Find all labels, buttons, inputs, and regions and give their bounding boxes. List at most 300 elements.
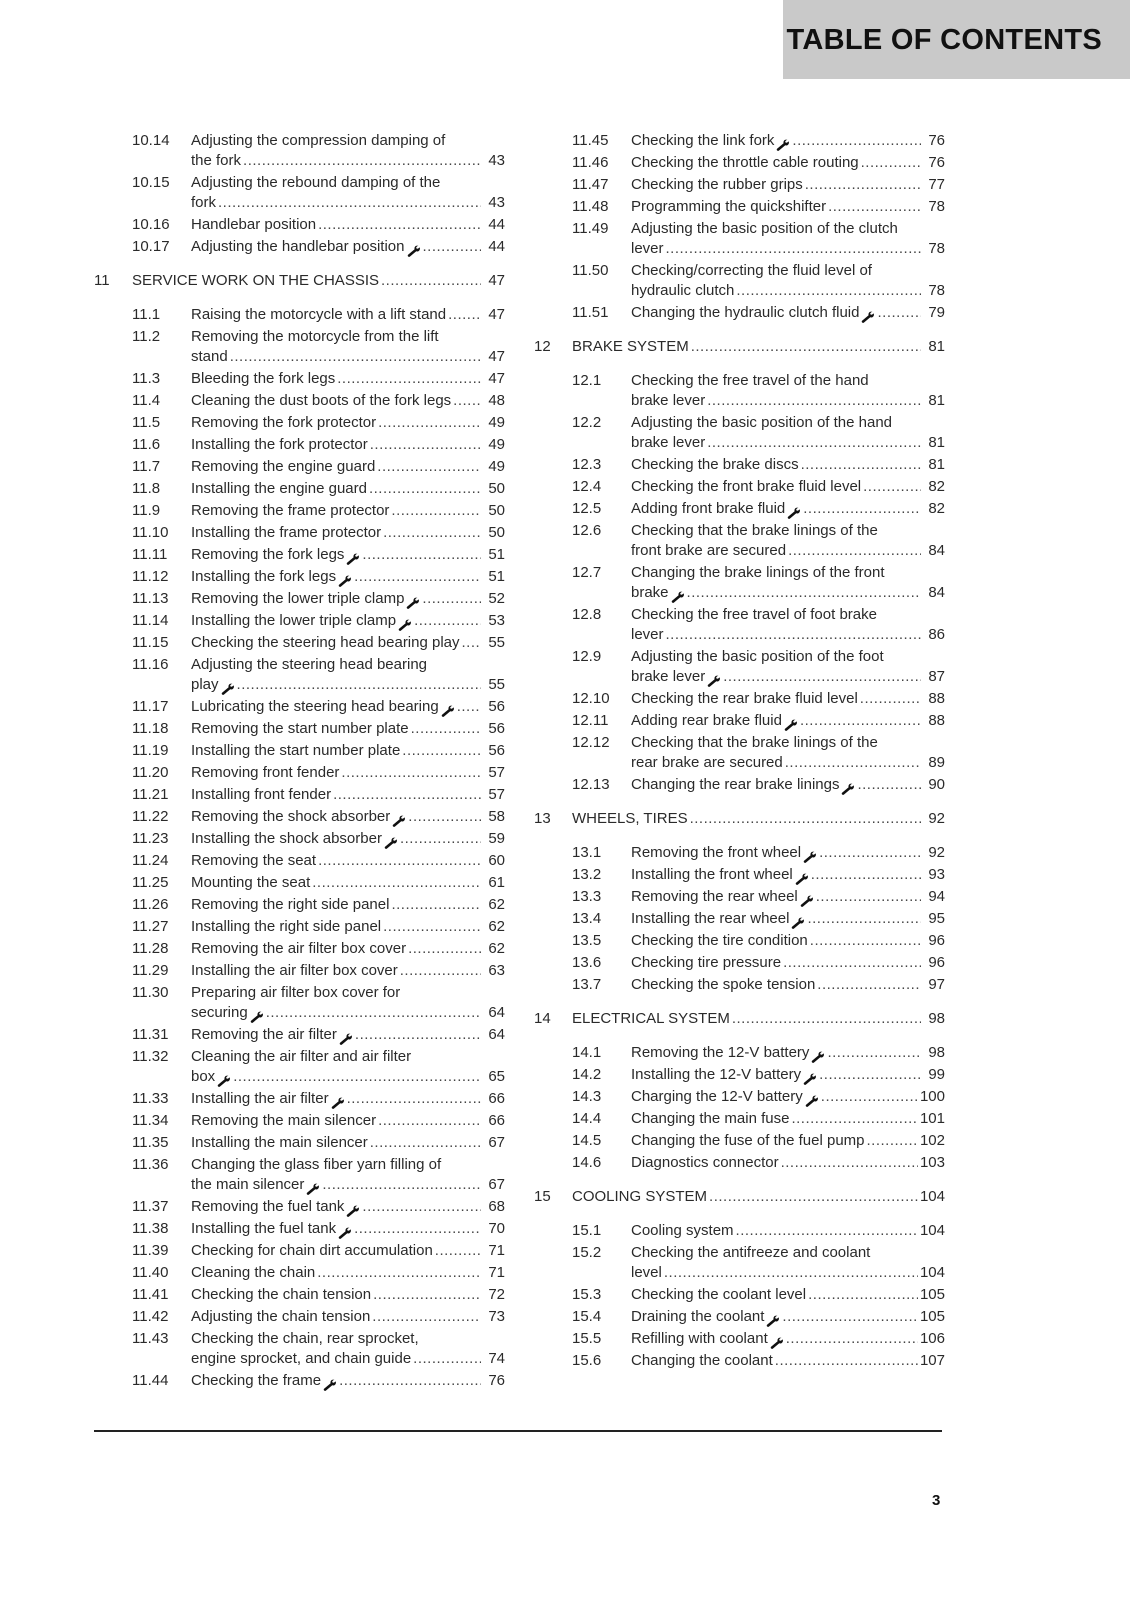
toc-entry-title: Removing the 12-V battery xyxy=(631,1044,810,1061)
toc-entry-title: Checking the front brake fluid level xyxy=(631,478,862,495)
toc-entry-number: 10.15 xyxy=(132,174,170,191)
dot-leader xyxy=(828,197,921,217)
wrench-icon xyxy=(249,1010,264,1023)
wrench-icon xyxy=(810,1050,825,1063)
toc-entry-title: Installing the right side panel xyxy=(191,918,382,935)
dot-leader xyxy=(785,753,921,773)
toc-entry-title: play xyxy=(191,676,219,693)
toc-entry-number: 11.27 xyxy=(132,918,169,935)
toc-page-number: 62 xyxy=(488,918,505,935)
toc-entry-title: Adjusting the basic position of the clutch xyxy=(631,220,898,237)
toc-entry-title: Removing the fork protector xyxy=(191,414,377,431)
toc-entry-number: 11.1 xyxy=(132,306,161,323)
toc-page-number: 74 xyxy=(488,1350,505,1367)
toc-entry-title: Installing the fuel tank xyxy=(191,1220,337,1237)
toc-entry-title: Mounting the seat xyxy=(191,874,311,891)
dot-leader xyxy=(811,865,921,885)
toc-entry-title: level xyxy=(631,1264,662,1281)
toc-page-number: 62 xyxy=(488,896,505,913)
toc-entry-number: 10.17 xyxy=(132,238,170,255)
toc-entry-title: Removing the frame protector xyxy=(191,502,390,519)
toc-page-number: 96 xyxy=(928,932,945,949)
toc-entry-title: Adding front brake fluid xyxy=(631,500,786,517)
wrench-icon xyxy=(670,590,685,603)
toc-entry-number: 13.5 xyxy=(572,932,602,949)
dot-leader xyxy=(362,545,481,565)
toc-entry-number: 11.10 xyxy=(132,524,169,541)
toc-page-number: 51 xyxy=(488,568,505,585)
dot-leader xyxy=(370,435,481,455)
dot-leader xyxy=(707,391,921,411)
toc-entry-number: 11.21 xyxy=(132,786,169,803)
toc-page-number: 63 xyxy=(488,962,505,979)
toc-entry-number: 11.8 xyxy=(132,480,161,497)
toc-page-number: 57 xyxy=(488,764,505,781)
toc-entry-number: 11.5 xyxy=(132,414,161,431)
dot-leader xyxy=(801,455,921,475)
toc-entry-number: 11.17 xyxy=(132,698,169,715)
toc-entry-number: 11.42 xyxy=(132,1308,169,1325)
toc-entry-number: 12.2 xyxy=(572,414,602,431)
toc-page-number: 82 xyxy=(928,500,945,517)
toc-entry-title: Checking the tire condition xyxy=(631,932,808,949)
toc-page-number: 61 xyxy=(488,874,505,891)
toc-page-number: 76 xyxy=(488,1372,505,1389)
toc-entry-number: 13.6 xyxy=(572,954,602,971)
dot-leader xyxy=(462,633,481,653)
toc-entry-title: Removing the fork legs xyxy=(191,546,345,563)
wrench-icon xyxy=(765,1314,780,1327)
dot-leader xyxy=(861,153,921,173)
toc-entry-number: 14.1 xyxy=(572,1044,602,1061)
dot-leader xyxy=(687,583,921,603)
toc-page-number: 82 xyxy=(928,478,945,495)
toc-entry-title: Checking/correcting the fluid level of xyxy=(631,262,872,279)
toc-page-number: 47 xyxy=(488,348,505,365)
toc-page-number: 70 xyxy=(488,1220,505,1237)
wrench-icon xyxy=(391,814,406,827)
toc-entry-title: brake lever xyxy=(631,668,706,685)
dot-leader xyxy=(362,1197,481,1217)
dot-leader xyxy=(402,741,481,761)
toc-entry-number: 12 xyxy=(534,338,551,355)
toc-entry-number: 13.1 xyxy=(572,844,602,861)
toc-entry-number: 12.11 xyxy=(572,712,609,729)
toc-entry-title: Adding rear brake fluid xyxy=(631,712,782,729)
dot-leader xyxy=(786,1329,918,1349)
wrench-icon xyxy=(706,674,721,687)
toc-entry-title: Changing the rear brake linings xyxy=(631,776,840,793)
dot-leader xyxy=(347,1089,481,1109)
toc-entry-title: Handlebar position xyxy=(191,216,317,233)
toc-page-number: 49 xyxy=(488,436,505,453)
toc-entry-title: Checking the brake discs xyxy=(631,456,799,473)
toc-page-number: 105 xyxy=(919,1286,945,1303)
toc-entry-title: Checking the free travel of the hand xyxy=(631,372,869,389)
toc-page-number: 103 xyxy=(919,1154,945,1171)
toc-entry-number: 11.6 xyxy=(132,436,161,453)
dot-leader xyxy=(341,763,481,783)
toc-page-number: 47 xyxy=(488,272,505,289)
wrench-icon xyxy=(337,574,352,587)
toc-page-number: 84 xyxy=(928,542,945,559)
toc-entry-number: 11.18 xyxy=(132,720,169,737)
dot-leader xyxy=(370,1133,481,1153)
toc-entry-title: Draining the coolant xyxy=(631,1308,765,1325)
toc-entry-number: 14.2 xyxy=(572,1066,602,1083)
toc-page-number: 107 xyxy=(919,1352,945,1369)
wrench-icon xyxy=(783,718,798,731)
toc-entry-title: Installing the frame protector xyxy=(191,524,382,541)
dot-leader xyxy=(723,667,921,687)
dot-leader xyxy=(788,541,921,561)
toc-page-number: 95 xyxy=(928,910,945,927)
toc-entry-title: Removing front fender xyxy=(191,764,340,781)
toc-entry-title: the fork xyxy=(191,152,242,169)
toc-entry-number: 11.31 xyxy=(132,1026,169,1043)
toc-entry-title: Removing the fuel tank xyxy=(191,1198,345,1215)
toc-page-number: 48 xyxy=(488,392,505,409)
dot-leader xyxy=(413,1349,481,1369)
toc-entry-number: 14 xyxy=(534,1010,551,1027)
toc-entry-number: 11.44 xyxy=(132,1372,169,1389)
toc-entry-number: 12.13 xyxy=(572,776,610,793)
toc-entry-title: rear brake are secured xyxy=(631,754,783,771)
toc-entry-number: 11.4 xyxy=(132,392,161,409)
toc-entry-number: 11.15 xyxy=(132,634,169,651)
wrench-icon xyxy=(345,1204,360,1217)
dot-leader xyxy=(781,1153,918,1173)
toc-page-number: 56 xyxy=(488,742,505,759)
dot-leader xyxy=(354,1219,481,1239)
toc-entry-title: Installing the air filter box cover xyxy=(191,962,398,979)
toc-entry-title: Installing the 12-V battery xyxy=(631,1066,802,1083)
toc-page-number: 71 xyxy=(488,1264,505,1281)
dot-leader xyxy=(736,281,921,301)
wrench-icon xyxy=(440,704,455,717)
dot-leader xyxy=(339,1371,481,1391)
toc-page-number: 50 xyxy=(488,502,505,519)
dot-leader xyxy=(808,1285,918,1305)
dot-leader xyxy=(218,193,481,213)
toc-page-number: 71 xyxy=(488,1242,505,1259)
toc-entry-number: 11.34 xyxy=(132,1112,169,1129)
toc-page-number: 65 xyxy=(488,1068,505,1085)
toc-entry-number: 11.22 xyxy=(132,808,169,825)
dot-leader xyxy=(817,975,921,995)
toc-page-number: 66 xyxy=(488,1090,505,1107)
toc-entry-number: 11.3 xyxy=(132,370,161,387)
dot-leader xyxy=(691,337,921,357)
dot-leader xyxy=(783,953,921,973)
dot-leader xyxy=(317,1263,481,1283)
toc-entry-title: Installing the front wheel xyxy=(631,866,793,883)
toc-entry-number: 11.12 xyxy=(132,568,169,585)
wrench-icon xyxy=(337,1226,352,1239)
toc-entry-number: 13 xyxy=(534,810,551,827)
toc-page-number: 73 xyxy=(488,1308,505,1325)
toc-page-number: 78 xyxy=(928,282,945,299)
toc-entry-number: 11.2 xyxy=(132,328,161,345)
toc-entry-title: Installing the main silencer xyxy=(191,1134,368,1151)
toc-entry-number: 12.12 xyxy=(572,734,610,751)
toc-entry-title: Removing the start number plate xyxy=(191,720,409,737)
toc-page-number: 55 xyxy=(488,676,505,693)
toc-entry-number: 11.20 xyxy=(132,764,169,781)
toc-entry-title: Adjusting the chain tension xyxy=(191,1308,371,1325)
toc-entry-number: 15.6 xyxy=(572,1352,602,1369)
toc-entry-title: Removing the shock absorber xyxy=(191,808,391,825)
toc-entry-title: Removing the rear wheel xyxy=(631,888,798,905)
toc-entry-number: 11.29 xyxy=(132,962,169,979)
toc-entry-title: Adjusting the basic position of the hand xyxy=(631,414,893,431)
toc-entry-title: Checking the throttle cable routing xyxy=(631,154,859,171)
toc-entry-title: Lubricating the steering head bearing xyxy=(191,698,439,715)
dot-leader xyxy=(867,1131,918,1151)
wrench-icon xyxy=(802,850,817,863)
toc-page-number: 81 xyxy=(928,456,945,473)
toc-page-number: 52 xyxy=(488,590,505,607)
footer-divider xyxy=(94,1430,942,1432)
toc-page-number: 104 xyxy=(919,1264,945,1281)
toc-entry-number: 11.38 xyxy=(132,1220,169,1237)
wrench-icon xyxy=(804,1094,819,1107)
dot-leader xyxy=(391,501,481,521)
toc-entry-title: Cleaning the air filter and air filter xyxy=(191,1048,412,1065)
toc-page-number: 51 xyxy=(488,546,505,563)
toc-entry-title: Installing the air filter xyxy=(191,1090,329,1107)
toc-entry-title: fork xyxy=(191,194,217,211)
toc-entry-number: 11.37 xyxy=(132,1198,169,1215)
toc-entry-number: 15.3 xyxy=(572,1286,602,1303)
toc-entry-number: 11.46 xyxy=(572,154,609,171)
wrench-icon xyxy=(305,1182,320,1195)
toc-page-number: 57 xyxy=(488,786,505,803)
dot-leader xyxy=(378,413,481,433)
toc-entry-title: Installing the lower triple clamp xyxy=(191,612,397,629)
dot-leader xyxy=(414,611,481,631)
wrench-icon xyxy=(216,1074,231,1087)
toc-entry-title: Checking the rubber grips xyxy=(631,176,803,193)
wrench-icon xyxy=(775,138,790,151)
toc-entry-number: 14.6 xyxy=(572,1154,602,1171)
toc-entry-title: Programming the quickshifter xyxy=(631,198,827,215)
toc-entry-number: 13.3 xyxy=(572,888,602,905)
toc-page-number: 93 xyxy=(928,866,945,883)
toc-page-number: 98 xyxy=(928,1010,945,1027)
toc-entry-title: Installing the engine guard xyxy=(191,480,367,497)
toc-page-number: 72 xyxy=(488,1286,505,1303)
dot-leader xyxy=(664,1263,918,1283)
toc-entry-title: Installing the fork legs xyxy=(191,568,337,585)
toc-page-number: 101 xyxy=(919,1110,945,1127)
dot-leader xyxy=(775,1351,918,1371)
dot-leader xyxy=(791,1109,918,1129)
dot-leader xyxy=(408,939,481,959)
toc-page-number: 86 xyxy=(928,626,945,643)
dot-leader xyxy=(355,1025,481,1045)
toc-entry-number: 11.28 xyxy=(132,940,169,957)
dot-leader xyxy=(709,1187,918,1207)
toc-entry-title: Checking tire pressure xyxy=(631,954,782,971)
wrench-icon xyxy=(860,310,875,323)
toc-entry-number: 11.23 xyxy=(132,830,169,847)
dot-leader xyxy=(803,499,921,519)
dot-leader xyxy=(690,809,921,829)
header-banner xyxy=(783,0,1130,79)
toc-page-number: 49 xyxy=(488,414,505,431)
toc-entry-title: Preparing air filter box cover for xyxy=(191,984,401,1001)
wrench-icon xyxy=(786,506,801,519)
toc-entry-number: 11.48 xyxy=(572,198,609,215)
toc-page-number: 84 xyxy=(928,584,945,601)
dot-leader xyxy=(378,1111,481,1131)
dot-leader xyxy=(805,175,921,195)
dot-leader xyxy=(800,711,921,731)
toc-page-number: 90 xyxy=(928,776,945,793)
dot-leader xyxy=(435,1241,481,1261)
toc-entry-number: 11.11 xyxy=(132,546,168,563)
dot-leader xyxy=(863,477,921,497)
toc-entry-number: 14.3 xyxy=(572,1088,602,1105)
toc-entry-number: 12.4 xyxy=(572,478,602,495)
toc-entry-title: Installing the rear wheel xyxy=(631,910,790,927)
wrench-icon xyxy=(802,1072,817,1085)
dot-leader xyxy=(877,303,921,323)
dot-leader xyxy=(666,239,921,259)
toc-page-number: 67 xyxy=(488,1134,505,1151)
toc-page-number: 81 xyxy=(928,338,945,355)
toc-entry-number: 10.16 xyxy=(132,216,170,233)
toc-entry-number: 15.1 xyxy=(572,1222,602,1239)
wrench-icon xyxy=(769,1336,784,1349)
wrench-icon xyxy=(383,836,398,849)
toc-entry-title: Checking that the brake linings of the xyxy=(631,734,878,751)
toc-entry-title: brake lever xyxy=(631,434,706,451)
toc-page-number: 53 xyxy=(488,612,505,629)
toc-entry-title: brake xyxy=(631,584,669,601)
toc-entry-number: 11.50 xyxy=(572,262,609,279)
dot-leader xyxy=(457,697,481,717)
toc-page-number: 98 xyxy=(928,1044,945,1061)
dot-leader xyxy=(860,689,921,709)
toc-page-number: 56 xyxy=(488,720,505,737)
dot-leader xyxy=(782,1307,918,1327)
toc-entry-title: hydraulic clutch xyxy=(631,282,735,299)
dot-leader xyxy=(792,131,921,151)
toc-entry-title: Checking the free travel of foot brake xyxy=(631,606,877,623)
dot-leader xyxy=(408,807,481,827)
toc-entry-title: Changing the fuse of the fuel pump xyxy=(631,1132,865,1149)
toc-entry-title: Charging the 12-V battery xyxy=(631,1088,803,1105)
toc-entry-number: 11.7 xyxy=(132,458,161,475)
toc-page-number: 89 xyxy=(928,754,945,771)
dot-leader xyxy=(322,1175,481,1195)
toc-entry-title: Checking for chain dirt accumulation xyxy=(191,1242,433,1259)
dot-leader xyxy=(381,271,481,291)
toc-entry-number: 11.45 xyxy=(572,132,609,149)
toc-page-number: 50 xyxy=(488,480,505,497)
toc-entry-title: Changing the hydraulic clutch fluid xyxy=(631,304,860,321)
toc-entry-title: Removing the front wheel xyxy=(631,844,802,861)
wrench-icon xyxy=(840,782,855,795)
toc-entry-title: brake lever xyxy=(631,392,706,409)
toc-entry-title: lever xyxy=(631,626,664,643)
wrench-icon xyxy=(406,244,421,257)
toc-entry-title: Cooling system xyxy=(631,1222,734,1239)
toc-page-number: 50 xyxy=(488,524,505,541)
toc-page-number: 92 xyxy=(928,844,945,861)
toc-entry-number: 12.9 xyxy=(572,648,602,665)
toc-entry-title: Removing the motorcycle from the lift xyxy=(191,328,439,345)
toc-page-number: 106 xyxy=(919,1330,945,1347)
toc-page-number: 81 xyxy=(928,392,945,409)
toc-page-number: 44 xyxy=(488,216,505,233)
toc-entry-title: ELECTRICAL SYSTEM xyxy=(572,1010,730,1027)
toc-entry-number: 11 xyxy=(94,272,110,289)
toc-page-number: 44 xyxy=(488,238,505,255)
toc-page-number: 67 xyxy=(488,1176,505,1193)
toc-entry-number: 15.5 xyxy=(572,1330,602,1347)
toc-entry-number: 11.24 xyxy=(132,852,169,869)
dot-leader xyxy=(243,151,481,171)
dot-leader xyxy=(816,887,921,907)
toc-page-number: 62 xyxy=(488,940,505,957)
toc-entry-title: the main silencer xyxy=(191,1176,305,1193)
toc-page-number: 105 xyxy=(919,1308,945,1325)
toc-entry-number: 11.41 xyxy=(132,1286,169,1303)
toc-entry-title: Removing the air filter xyxy=(191,1026,337,1043)
toc-entry-title: Changing the main fuse xyxy=(631,1110,790,1127)
toc-entry-number: 11.49 xyxy=(572,220,609,237)
dot-leader xyxy=(237,675,481,695)
toc-entry-number: 12.3 xyxy=(572,456,602,473)
toc-entry-number: 15.4 xyxy=(572,1308,602,1325)
toc-entry-title: stand xyxy=(191,348,228,365)
toc-entry-number: 11.43 xyxy=(132,1330,169,1347)
wrench-icon xyxy=(397,618,412,631)
toc-entry-title: COOLING SYSTEM xyxy=(572,1188,708,1205)
dot-leader xyxy=(383,917,481,937)
toc-entry-title: Checking the frame xyxy=(191,1372,322,1389)
dot-leader xyxy=(318,851,481,871)
wrench-icon xyxy=(405,596,420,609)
toc-entry-number: 12.1 xyxy=(572,372,602,389)
toc-entry-number: 11.36 xyxy=(132,1156,169,1173)
toc-page-number: 49 xyxy=(488,458,505,475)
dot-leader xyxy=(423,237,482,257)
toc-entry-title: Removing the engine guard xyxy=(191,458,376,475)
wrench-icon xyxy=(330,1096,345,1109)
toc-entry-number: 11.9 xyxy=(132,502,161,519)
toc-entry-number: 13.7 xyxy=(572,976,602,993)
dot-leader xyxy=(821,1087,918,1107)
wrench-icon xyxy=(338,1032,353,1045)
dot-leader xyxy=(266,1003,481,1023)
toc-page-number: 59 xyxy=(488,830,505,847)
dot-leader xyxy=(400,829,481,849)
toc-page-number: 92 xyxy=(928,810,945,827)
toc-page-number: 104 xyxy=(919,1222,945,1239)
toc-page-number: 96 xyxy=(928,954,945,971)
toc-page-number: 78 xyxy=(928,198,945,215)
toc-entry-title: front brake are secured xyxy=(631,542,787,559)
wrench-icon xyxy=(799,894,814,907)
dot-leader xyxy=(732,1009,921,1029)
toc-page-number: 60 xyxy=(488,852,505,869)
toc-page-number: 88 xyxy=(928,690,945,707)
toc-entry-title: BRAKE SYSTEM xyxy=(572,338,689,355)
